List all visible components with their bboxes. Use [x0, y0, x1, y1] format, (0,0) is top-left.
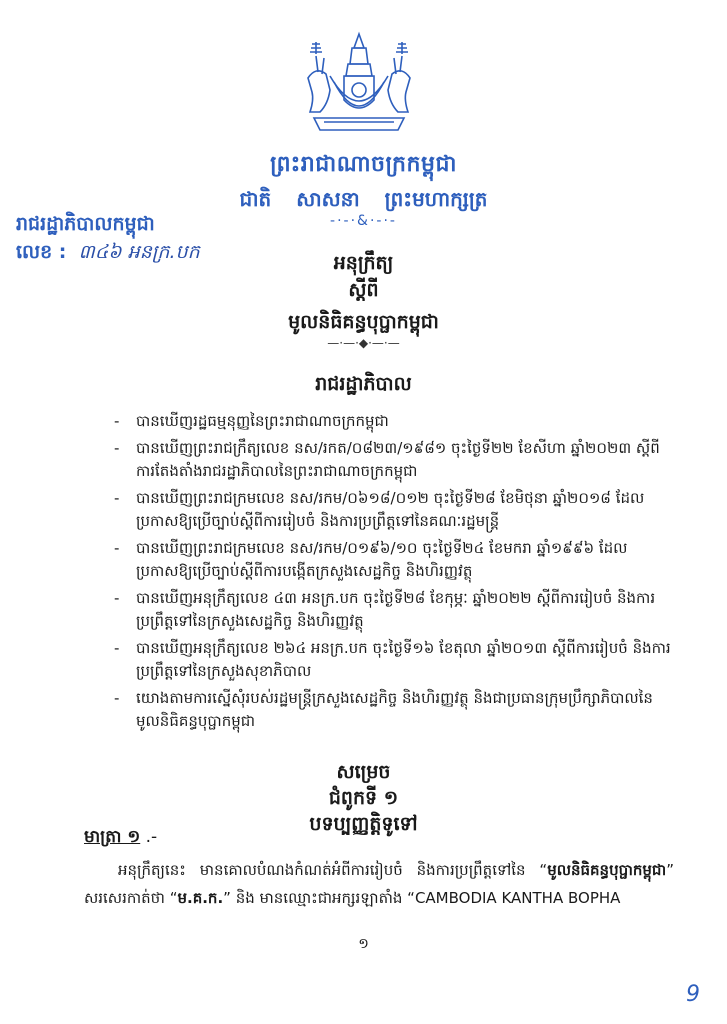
article-text-2: ” សរសេរកាត់ថា “: [84, 861, 674, 907]
document-type: អនុក្រឹត្យ: [333, 252, 394, 274]
chapter-title: បទប្បញ្ញត្តិទូទៅ: [309, 813, 418, 835]
reference-label: លេខ :: [16, 241, 67, 263]
foundation-abbreviation: ម.គ.ក.: [177, 889, 224, 907]
considerations-list: [114, 410, 674, 737]
article-label: មាត្រា ១: [84, 827, 141, 847]
document-subject: មូលនិធិគន្ធបុប្ផាកម្ពុជា: [288, 311, 439, 333]
kingdom-title: ព្រះរាជាណាចក្រកម្ពុជា: [270, 152, 457, 177]
issuing-government: រាជរដ្ឋាភិបាលកម្ពុជា: [16, 213, 155, 235]
national-motto: ជាតិ សាសនា ព្រះមហាក្សត្រ: [239, 187, 488, 211]
consideration-item: - បានឃើញអនុក្រឹត្យលេខ ២៦៤ អនក្រ.បក ចុះថ្ងៃទី១៦ ខែតុលា ឆ្នាំ២០១៣ ស្តីពីការរៀបចំ និងការប្រព្រឹត្តទៅនៃក្រសួងសុខាភិបាល: [114, 637, 674, 683]
consideration-item: - បានឃើញព្រះរាជក្រឹត្យលេខ នស/រកត/០៨២៣/១៩៨១ ចុះថ្ងៃទី២២ ខែសីហា ឆ្នាំ២០២៣ ស្តីពីការតែងតាំងរាជរដ្ឋាភិបាលនៃព្រះរាជាណាចក្រកម្ពុជា: [114, 437, 674, 483]
article-text-3: ” និង មានឈ្មោះជាអក្សរឡាតាំង “CAMBODIA KANTHA BOPHA: [223, 889, 621, 907]
foundation-name: មូលនិធិគន្ធបុប្ផាកម្ពុជា: [547, 861, 667, 879]
consideration-item: - បានឃើញព្រះរាជក្រមលេខ នស/រកម/០១៩៦/១០ ចុះថ្ងៃទី២៤ ខែមករា ឆ្នាំ១៩៩៦ ដែលប្រកាសឱ្យប្រើច្បាប់ស្តីពីការបង្កើតក្រសួងសេដ្ឋកិច្ច និងហិរញ្ញវត្ថុ: [114, 537, 674, 583]
page-number: ១: [358, 936, 369, 952]
consideration-item: - បានឃើញរដ្ឋធម្មនុញ្ញនៃព្រះរាជាណាចក្រកម្ពុជា: [114, 410, 674, 433]
consideration-item: - បានឃើញព្រះរាជក្រមលេខ នស/រកម/០៦១៨/០១២ ចុះថ្ងៃទី២៨ ខែមិថុនា ឆ្នាំ២០១៨ ដែលប្រកាសឱ្យប្រើច្បាប់ស្តីពីការរៀបចំ និងការប្រព្រឹត្តទៅនៃគណៈរដ្ឋមន្ត្រី: [114, 487, 674, 533]
decision-heading: សម្រេច: [336, 761, 391, 783]
article-body: [84, 856, 674, 912]
royal-emblem-icon: [294, 30, 424, 142]
corner-mark: 9: [686, 982, 700, 1007]
chapter-number: ជំពូកទី ១: [328, 787, 399, 809]
ornament-divider: -·-·&·-·-: [330, 213, 397, 229]
article-text-1: អនុក្រឹត្យនេះ មានគោលបំណងកំណត់អំពីការរៀបចំ និងការប្រព្រឹត្តទៅនៃ “: [118, 861, 548, 879]
consideration-item: - បានឃើញអនុក្រឹត្យលេខ ៤៣ អនក្រ.បក ចុះថ្ងៃទី២៨ ខែកុម្ភៈ ឆ្នាំ២០២២ ស្តីពីការរៀបចំ និងការប្រព្រឹត្តទៅនៃក្រសួងសេដ្ឋកិច្ច និងហិរញ្ញវត្ថុ: [114, 587, 674, 633]
title-divider: —·—·◆·—·—: [327, 336, 400, 350]
reference-number: ៣៤៦ អនក្រ.បក: [78, 241, 200, 263]
article-suffix: .-: [145, 827, 158, 847]
title-about: ស្តីពី: [348, 279, 379, 301]
issuing-authority: រាជរដ្ឋាភិបាល: [315, 373, 412, 395]
article-heading: [84, 826, 157, 851]
consideration-item: - យោងតាមការស្នើសុំរបស់រដ្ឋមន្ត្រីក្រសួងសេដ្ឋកិច្ច និងហិរញ្ញវត្ថុ និងជាប្រធានក្រុមប្រឹក្សាភិបាលនៃមូលនិធិគន្ធបុប្ផាកម្ពុជា: [114, 687, 674, 733]
